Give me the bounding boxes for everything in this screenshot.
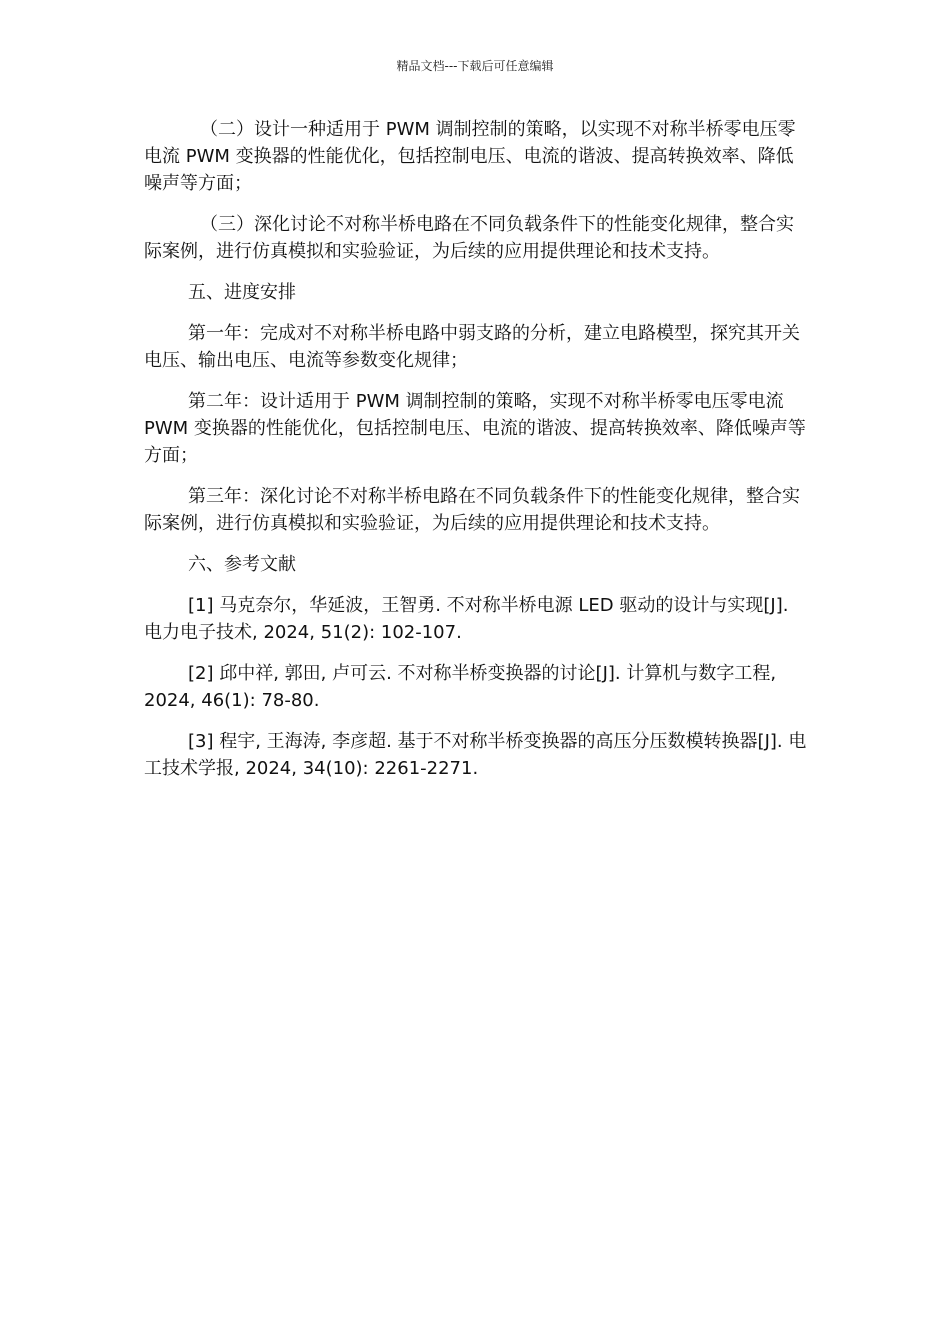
document-body: [144, 116, 810, 796]
objective-2-paragraph: （二）设计一种适用于 PWM 调制控制的策略，以实现不对称半桥零电压零电流 PWM 变换器的性能优化，包括控制电压、电流的谐波、提高转换效率、降低噪声等方面；: [144, 119, 796, 194]
page-header: 精品文档---下载后可任意编辑: [396, 59, 554, 73]
schedule-year-1: 第一年：完成对不对称半桥电路中弱支路的分析，建立电路模型，探究其开关电压、输出电压、电流等参数变化规律；: [144, 323, 800, 371]
reference-item-1: [1] 马克奈尔，华延波，王智勇. 不对称半桥电源 LED 驱动的设计与实现[J]. 电力电子技术, 2024, 51(2): 102-107.: [144, 595, 789, 643]
references-heading: 六、参考文献: [188, 554, 296, 575]
schedule-heading: 五、进度安排: [188, 282, 296, 303]
reference-item-2: [2] 邱中祥, 郭田, 卢可云. 不对称半桥变换器的讨论[J]. 计算机与数字工程, 2024, 46(1): 78-80.: [144, 663, 777, 711]
schedule-year-2: 第二年：设计适用于 PWM 调制控制的策略，实现不对称半桥零电压零电流 PWM 变换器的性能优化，包括控制电压、电流的谐波、提高转换效率、降低噪声等方面；: [144, 391, 806, 466]
objective-3-paragraph: （三）深化讨论不对称半桥电路在不同负载条件下的性能变化规律，整合实际案例，进行仿真模拟和实验验证，为后续的应用提供理论和技术支持。: [144, 214, 794, 262]
schedule-year-3: 第三年：深化讨论不对称半桥电路在不同负载条件下的性能变化规律，整合实际案例，进行仿真模拟和实验验证，为后续的应用提供理论和技术支持。: [144, 486, 800, 534]
reference-item-3: [3] 程宇, 王海涛, 李彦超. 基于不对称半桥变换器的高压分压数模转换器[J]. 电工技术学报, 2024, 34(10): 2261-2271.: [144, 731, 807, 779]
